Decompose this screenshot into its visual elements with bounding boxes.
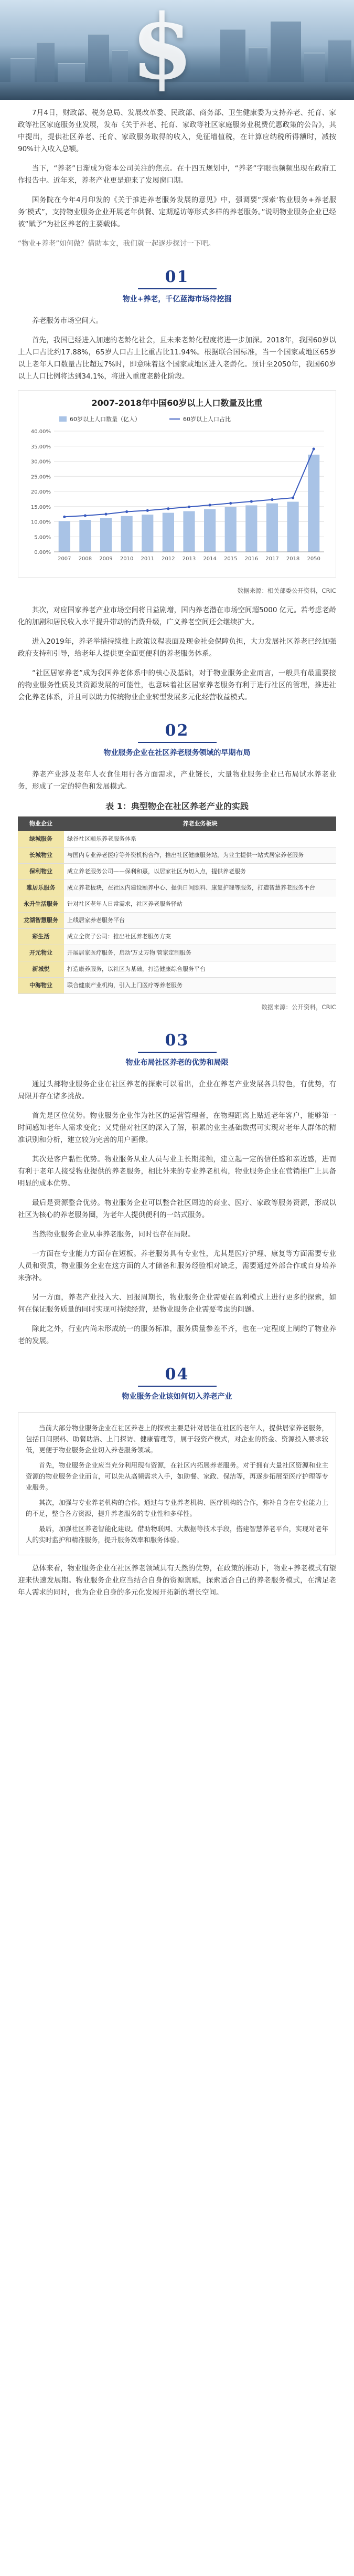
chart-bar <box>266 504 278 552</box>
section-title: 物业服务企业该如何切入养老产业 <box>122 1392 232 1401</box>
y-tick-label: 40.00% <box>30 429 51 435</box>
s3-paragraph-7: 另一方面，养老产业投入大、回报周期长，物业服务企业需要在盈利模式上进行更多的探索，如何在保证服务质量的同时实现可持续经营，是物业服务企业需要考虑的问题。 <box>18 1293 336 1314</box>
x-tick-label: 2017 <box>265 556 279 562</box>
table-row <box>18 978 336 994</box>
s3-paragraph-2: 首先是区位优势。物业服务企业作为社区的运营管理者，在物理距离上贴近老年客户，能够第一时间感知老年人需求变化；又凭借对社区的深入了解，积累的业主基础数据可实现对老年人群体的精准识别和分析，建立较为完善的用户画像。 <box>18 1112 336 1144</box>
s1-lead: 养老服务市场空间大。 <box>32 317 103 325</box>
legend-swatch-bar <box>59 416 67 422</box>
table-row <box>18 929 336 945</box>
table-source: 数据来源：公开资料，CRIC <box>261 1003 336 1011</box>
section-number: 04 <box>165 1365 189 1384</box>
chart-point <box>63 516 66 518</box>
s1-paragraph-4: “社区居家养老”成为我国养老体系中的核心及基础，对于物业服务企业而言，一般具有最重要接的物业服务性质及其资源发展的可能性，也意味着社区居家养老服务有利于进行社区的管理，推进社会化养老体系，并且可以助力传统物业企业转型发展多元化经营收益模式。 <box>18 669 336 701</box>
table-cell-desc: 上线居家养老服务平台 <box>64 913 336 929</box>
s4-box-paragraph-3: 其次，加强与专业养老机构的合作。通过与专业养老机构、医疗机构的合作，弥补自身在专业能力上的不足，整合各方资源，提升养老服务的专业性和多样性。 <box>26 1499 328 1517</box>
s1-paragraph-3: 进入2019年，养老举措持续推上政策议程表面及现金社会保障负担，大力发展社区养老已经加强政府支持和引导，给老年人提供更全面更便利的养老服务体系。 <box>18 637 336 658</box>
table-cell-desc: 与国内专业养老医疗等外资机构合作，推出社区健康服务站，为业主提供一站式居家养老服务 <box>64 847 336 864</box>
s4-box-paragraph-4: 最后，加强社区养老智能化建设。借助物联网、大数据等技术手段，搭建智慧养老平台，实现对老年人的实时监护和精准服务，提升服务效率和服务体验。 <box>26 1525 328 1544</box>
s4-box-paragraph-1: 当前大部分物业服务企业在社区养老上的探索主要是针对居住在社区的老年人，提供居家养老服务，包括日间照料、助餐助浴、上门探访、健康管理等，属于轻资产模式，对企业的资金、资源投入要求较低，更便于物业服务企业切入养老服务领域。 <box>26 1424 328 1454</box>
s3-paragraph-5: 当然物业服务企业从事养老服务，同时也存在局限。 <box>32 1230 195 1239</box>
table-cell-company: 保利物业 <box>18 864 64 880</box>
table-header-company: 物业企业 <box>18 816 64 831</box>
chart-point <box>125 510 128 513</box>
table-cell-company: 开元物业 <box>18 945 64 961</box>
practice-table <box>18 800 336 994</box>
table-row <box>18 961 336 978</box>
intro-paragraph-3: 国务院在今年4月印发的《关于推进养老服务发展的意见》中，强调要“探索‘物业服务+养老服务’模式”，支持物业服务企业开展老年供餐、定期巡访等形式多样的养老服务。”说明物业服务企业已经被“赋予”为社区养老的主要载体。 <box>18 196 336 228</box>
y-tick-label: 20.00% <box>30 489 51 495</box>
section-header-01 <box>0 268 354 306</box>
table-row <box>18 896 336 913</box>
table-row <box>18 847 336 864</box>
section-number: 02 <box>165 721 189 740</box>
chart-point <box>84 514 87 517</box>
s3-paragraph-8: 除此之外，行业内尚未形成统一的服务标准，服务质量参差不齐，也在一定程度上制约了物业养老的发展。 <box>18 1325 336 1345</box>
chart-point <box>229 502 232 505</box>
chart-point <box>250 500 253 502</box>
s1-paragraph-1: 首先，我国已经进入加速的老龄化社会，且未来老龄化程度将进一步加深。2018年，我国60岁以上人口占比约17.88%，65岁人口占上比重占比11.94%。根据联合国标准，当一个国家或地区65岁以上老年人口数量占比超过7%时，即意味着这个国家或地区进入老龄化。预计至2050年，我国60岁以上人口比例将达到34.1%，将进入重度老龄化阶段。 <box>18 336 336 381</box>
table-cell-desc: 绿谷社区颐乐养老服务体系 <box>64 831 336 847</box>
x-tick-label: 2009 <box>99 556 113 562</box>
y-tick-label: 25.00% <box>30 474 51 480</box>
chart-point <box>146 509 149 512</box>
table-cell-desc: 开展居家医疗服务，启动'万丈万物'管家定制服务 <box>64 945 336 961</box>
s1-paragraph-2: 其次，对应国家养老产业市场空间将日益剧增，国内养老潜在市场空间超5000 亿元。若考虑老龄化的加剧和居民收入水平提升带动的消费升级，广义养老空间还会继续扩大。 <box>18 606 336 626</box>
chart-bar <box>225 507 237 552</box>
intro-paragraph-2: 当下，“养老”日渐成为资本公司关注的焦点。在十四五规划中，“养老”字眼也频频出现在政府工作报告中。近年来，养老产业更是迎来了发展窗口期。 <box>18 164 336 185</box>
y-tick-label: 5.00% <box>34 535 51 541</box>
chart-title: 2007-2018年中国60岁以上人口数量及比重 <box>91 398 263 408</box>
x-tick-label: 2012 <box>162 556 175 562</box>
chart-bar <box>142 515 153 552</box>
table-cell-desc: 针对社区老年人日常需求，社区养老服务驿站 <box>64 896 336 913</box>
s4-bordered-box <box>18 1412 336 1555</box>
chart-point <box>271 498 273 501</box>
s3-paragraph-1: 通过头部物业服务企业在社区养老的探索可以看出，企业在养老产业发展各具特色，有优势，有局限并存在诸多挑战。 <box>18 1080 336 1101</box>
y-tick-label: 15.00% <box>30 504 51 510</box>
table-row <box>18 913 336 929</box>
chart-source: 数据来源：相关部委公开资料，CRIC <box>237 587 336 594</box>
chart-point <box>313 447 315 450</box>
table-cell-company: 永升生活服务 <box>18 896 64 913</box>
x-tick-label: 2013 <box>182 556 196 562</box>
y-tick-label: 35.00% <box>30 444 51 450</box>
dollar-sign-icon: $ <box>131 0 194 100</box>
table-cell-company: 长城物业 <box>18 847 64 864</box>
intro-paragraph-1: 7月4日，财政部、税务总局、发展改革委、民政部、商务部、卫生健康委为支持养老、托育、家政等社区家庭服务业发展，发布《关于养老、托育、家政等社区家庭服务业税费优惠政策的公告》，其中提出，提供社区养老、托育、家政服务取得的收入，免征增值税，在计算应纳税所得额时，减按90%计入收入总额。 <box>18 109 336 153</box>
chart-bar <box>59 521 70 552</box>
table-row <box>18 831 336 847</box>
table-cell-company: 绿城服务 <box>18 831 64 847</box>
table-cell-desc: 成立养老服务公司——保利和熹，以居家社区为切入点，提供养老服务 <box>64 864 336 880</box>
x-tick-label: 2014 <box>203 556 217 562</box>
chart-bar <box>100 518 112 552</box>
chart-bar <box>245 505 257 552</box>
table-cell-desc: 联合健康产业机构，引入上门医疗等养老服务 <box>64 978 336 994</box>
section-title: 物业布局社区养老的优势和局限 <box>125 1059 229 1067</box>
hero-image <box>0 0 354 100</box>
x-tick-label: 2018 <box>286 556 300 562</box>
section-title: 物业服务企业在社区养老服务领域的早期布局 <box>103 749 251 757</box>
section-number: 03 <box>165 1031 189 1050</box>
table-cell-company: 雅居乐服务 <box>18 880 64 896</box>
table-cell-desc: 成立全资子公司：推出社区养老服务方案 <box>64 929 336 945</box>
s3-paragraph-6: 一方面在专业能力方面存在短板。养老服务具有专业性，尤其是医疗护理、康复等方面需要专业人员和资质，物业服务企业在这方面的人才储备和服务经验相对缺乏，需要通过外部合作或自身培养来弥补。 <box>18 1250 336 1282</box>
chart-bar <box>163 513 174 552</box>
chart-bar <box>79 520 91 552</box>
section-title: 物业+养老，千亿蓝海市场待挖掘 <box>122 295 232 303</box>
table-cell-desc: 成立养老板块，在社区内建设颐养中心、提供日间照料、康复护理等服务，打造智慧养老服务平台 <box>64 880 336 896</box>
x-tick-label: 2016 <box>244 556 259 562</box>
table-cell-company: 龙湖智慧服务 <box>18 913 64 929</box>
section-header-02 <box>0 721 354 759</box>
table-row <box>18 864 336 880</box>
s3-paragraph-4: 最后是资源整合优势。物业服务企业可以整合社区周边的商业、医疗、家政等服务资源，形成以社区为核心的养老服务圈，为老年人提供便利的一站式服务。 <box>18 1199 336 1219</box>
chart-bar <box>287 502 298 552</box>
y-tick-label: 10.00% <box>30 519 51 526</box>
section-number: 01 <box>165 268 189 286</box>
x-tick-label: 2008 <box>78 556 92 562</box>
x-tick-label: 2011 <box>141 556 154 562</box>
x-tick-label: 2007 <box>58 556 71 562</box>
section-header-04 <box>0 1365 354 1403</box>
population-chart <box>18 390 336 578</box>
chart-svg <box>24 411 330 569</box>
chart-bar <box>308 455 319 552</box>
legend-label: 60岁以上人口数量（亿人） <box>70 416 141 423</box>
table-row <box>18 880 336 896</box>
table-cell-desc: 打造康养服务，以社区为基础，打造健康综合服务平台 <box>64 961 336 978</box>
s3-paragraph-3: 其次是客户黏性优势。物业服务从业人员与业主长期接触，建立起一定的信任感和亲近感，进而有利于老年人接受物业提供的养老服务，相比外来的专业养老机构，物业服务企业在营销推广上具备明显的成本优势。 <box>18 1155 336 1188</box>
table-title: 表 1：典型物企在社区养老产业的实践 <box>105 801 249 811</box>
chart-point <box>167 507 169 510</box>
table-row <box>18 945 336 961</box>
chart-bar <box>121 516 133 552</box>
table-cell-company: 新城悦 <box>18 961 64 978</box>
intro-quote: “物业+养老”如何做？借助本文，我们就一起逐步探讨一下吧。 <box>18 239 216 248</box>
chart-bar <box>204 509 216 552</box>
x-tick-label: 2015 <box>224 556 238 562</box>
table-cell-company: 彩生活 <box>18 929 64 945</box>
s2-paragraph-1: 养老产业涉及老年人衣食住用行各方面需求，产业链长，大量物业服务企业已布局试水养老业务，形成了一定的特色和发展模式。 <box>18 770 336 791</box>
x-tick-label: 2010 <box>120 556 134 562</box>
chart-bar <box>183 511 195 552</box>
table-cell-company: 中海物业 <box>18 978 64 994</box>
chart-point <box>292 496 294 499</box>
chart-point <box>209 504 211 506</box>
section-header-03 <box>0 1031 354 1069</box>
x-tick-label: 2050 <box>307 556 320 562</box>
y-tick-label: 30.00% <box>30 459 51 465</box>
s4-paragraph-1: 总体来看，物业服务企业在社区养老领域具有天然的优势，在政策的推动下，物业+养老模式有望迎来快速发展期。物业服务企业应当结合自身的资源禀赋，探索适合自己的养老服务模式，在满足老年人需求的同时，也为企业自身的多元化发展开拓新的增长空间。 <box>18 1564 336 1597</box>
table-header-business: 养老业务板块 <box>64 816 336 831</box>
chart-point <box>188 506 190 508</box>
legend-label: 60岁以上人口占比 <box>183 416 231 423</box>
y-tick-label: 0.00% <box>34 550 51 556</box>
s4-box-paragraph-2: 首先，物业服务企业应当充分利用现有资源，在社区内拓展养老服务。对于拥有大量社区资源和业主资源的物业服务企业而言，可以先从高频需求入手，如助餐、家政、保洁等，再逐步拓展至医疗护理等专业服务。 <box>26 1461 328 1491</box>
chart-point <box>104 513 107 516</box>
